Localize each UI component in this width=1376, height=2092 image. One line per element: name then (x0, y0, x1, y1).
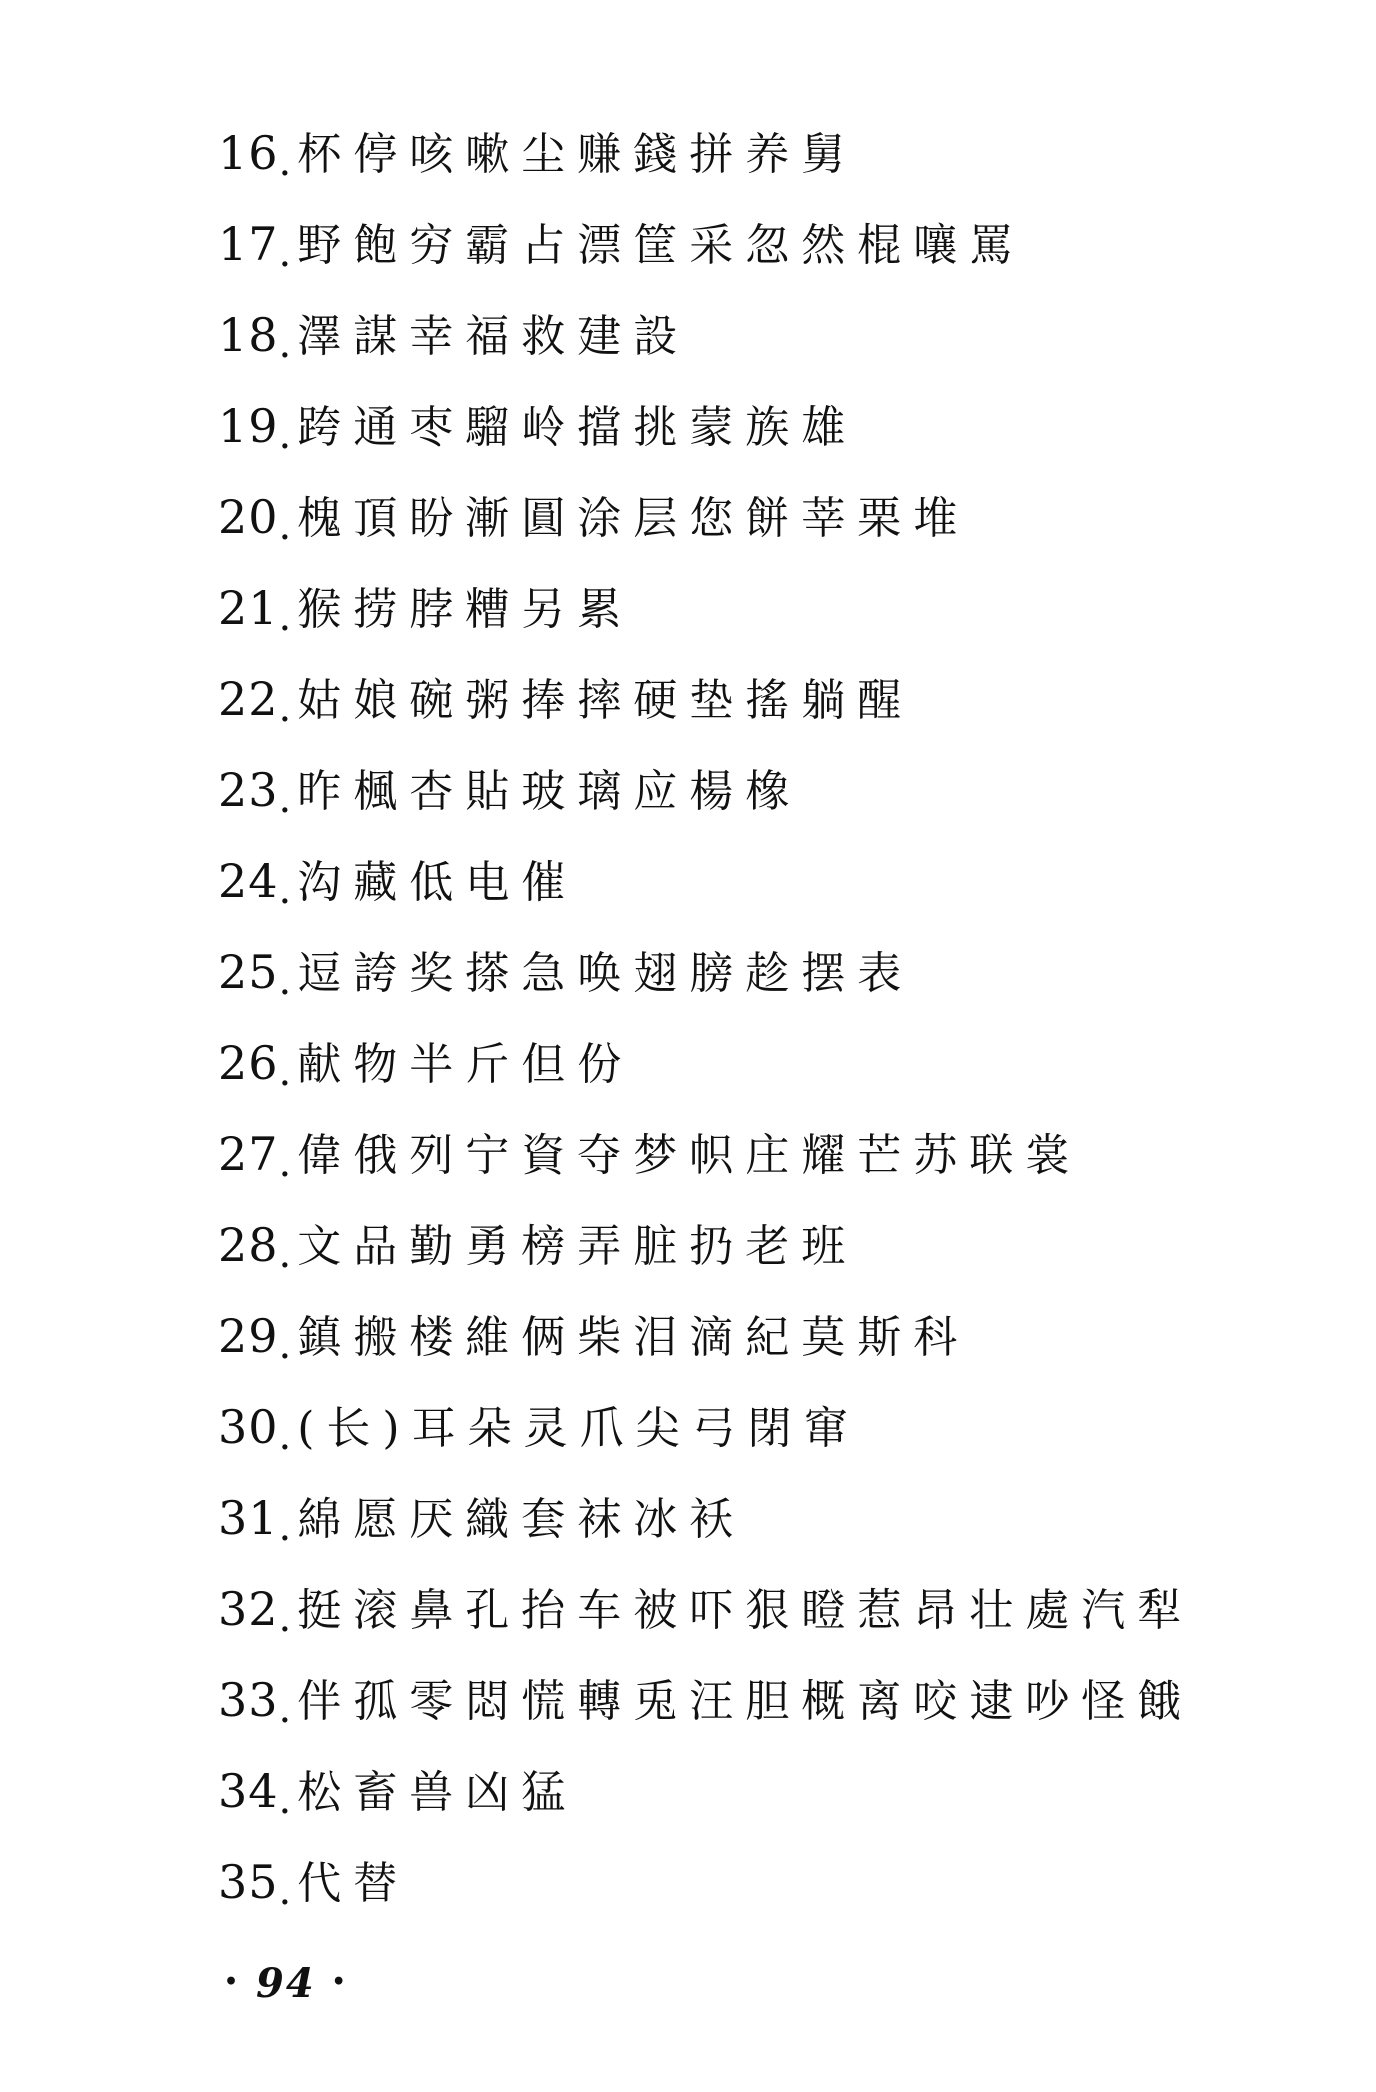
lesson-characters: 昨楓杏貼玻璃应楊橡 (297, 766, 802, 817)
lesson-characters: 挺滚鼻孔抬车被吓狠瞪惹昂壮處汽犁 (297, 1585, 1194, 1636)
lesson-number: 19 (218, 399, 279, 453)
lesson-number-separator: . (278, 776, 292, 822)
lesson-number: 16 (218, 126, 279, 180)
lesson-characters: (长)耳朵灵爪尖弓閉窜 (297, 1403, 860, 1454)
lesson-entry (218, 118, 1338, 209)
lesson-number-separator: . (278, 1140, 292, 1186)
lesson-number: 35 (218, 1855, 279, 1909)
lesson-characters: 跨通枣騮岭擋挑蒙族雄 (297, 402, 858, 453)
lesson-entry (218, 1483, 1338, 1574)
lesson-number: 23 (218, 763, 279, 817)
lesson-number-separator: . (278, 1504, 292, 1550)
lesson-number: 29 (218, 1309, 279, 1363)
lesson-number-separator: . (278, 1777, 292, 1823)
lesson-number: 26 (218, 1036, 279, 1090)
lesson-characters: 伴孤零悶慌轉兎汪胆概离咬逮吵怪餓 (297, 1676, 1194, 1727)
lesson-characters: 澤謀幸福救建設 (297, 311, 690, 362)
lesson-characters: 槐頂盼漸圓涂层您餅莘栗堆 (297, 493, 970, 544)
lesson-characters: 鎮搬楼維俩柴泪滴紀莫斯科 (297, 1312, 970, 1363)
lesson-number-separator: . (278, 594, 292, 640)
lesson-entry (218, 664, 1338, 755)
lesson-number-separator: . (278, 230, 292, 276)
lesson-entry (218, 1392, 1338, 1483)
lesson-number-separator: . (278, 685, 292, 731)
lesson-entry (218, 300, 1338, 391)
lesson-number-separator: . (278, 412, 292, 458)
lesson-entry (218, 1574, 1338, 1665)
lesson-number: 28 (218, 1218, 279, 1272)
lesson-characters: 杯停咳嗽尘赚錢拼养舅 (297, 129, 858, 180)
lesson-entry (218, 1028, 1338, 1119)
lesson-entry (218, 1756, 1338, 1847)
lesson-number: 18 (218, 308, 279, 362)
lesson-entry (218, 391, 1338, 482)
lesson-number-separator: . (278, 1231, 292, 1277)
lesson-characters: 姑娘碗粥捧摔硬垫搖躺醒 (297, 675, 914, 726)
lesson-characters: 綿愿厌織套袜冰袄 (297, 1494, 746, 1545)
lesson-number-separator: . (278, 1413, 292, 1459)
lesson-number: 25 (218, 945, 279, 999)
footer-bullet-left: • (224, 1969, 241, 1995)
lesson-entry (218, 1847, 1338, 1938)
lesson-number: 24 (218, 854, 279, 908)
lesson-number-separator: . (278, 139, 292, 185)
lesson-number: 32 (218, 1582, 279, 1636)
lesson-entry (218, 1210, 1338, 1301)
lesson-entry (218, 937, 1338, 1028)
lesson-entry (218, 209, 1338, 300)
lesson-number-separator: . (278, 321, 292, 367)
lesson-entry (218, 573, 1338, 664)
lesson-entry (218, 1301, 1338, 1392)
lesson-characters: 松畜兽凶猛 (297, 1767, 578, 1818)
lesson-characters: 野飽穷霸占漂筐采忽然棍嚷罵 (297, 220, 1026, 271)
lesson-characters: 代替 (297, 1858, 410, 1909)
lesson-number: 21 (218, 581, 279, 635)
lesson-characters: 逗誇奖搽急唤翅膀趁摆表 (297, 948, 914, 999)
lesson-number-separator: . (278, 867, 292, 913)
lesson-number-separator: . (278, 1595, 292, 1641)
lesson-number: 33 (218, 1673, 279, 1727)
lesson-number: 20 (218, 490, 279, 544)
lesson-entry (218, 846, 1338, 937)
page-number: 94 (256, 1960, 316, 2007)
page-footer (224, 1960, 348, 2007)
lesson-number-separator: . (278, 1322, 292, 1368)
lesson-number: 34 (218, 1764, 279, 1818)
lesson-entry (218, 755, 1338, 846)
lesson-number-separator: . (278, 958, 292, 1004)
lesson-number: 27 (218, 1127, 279, 1181)
lesson-characters: 偉俄列宁資夺梦帜庄耀芒苏联裳 (297, 1130, 1082, 1181)
lesson-number: 31 (218, 1491, 279, 1545)
lesson-number-separator: . (278, 503, 292, 549)
lesson-characters: 文品勤勇榜弄脏扔老班 (297, 1221, 858, 1272)
footer-bullet-right: • (331, 1969, 348, 1995)
vocabulary-list (218, 118, 1338, 1938)
lesson-number: 30 (218, 1400, 279, 1454)
lesson-characters: 献物半斤但份 (297, 1039, 634, 1090)
lesson-number: 17 (218, 217, 279, 271)
lesson-entry (218, 1665, 1338, 1756)
lesson-entry (218, 1119, 1338, 1210)
lesson-number-separator: . (278, 1686, 292, 1732)
lesson-entry (218, 482, 1338, 573)
lesson-characters: 猴捞脖糟另累 (297, 584, 634, 635)
lesson-number-separator: . (278, 1049, 292, 1095)
lesson-number-separator: . (278, 1868, 292, 1914)
lesson-number: 22 (218, 672, 279, 726)
lesson-characters: 沟藏低电催 (297, 857, 578, 908)
